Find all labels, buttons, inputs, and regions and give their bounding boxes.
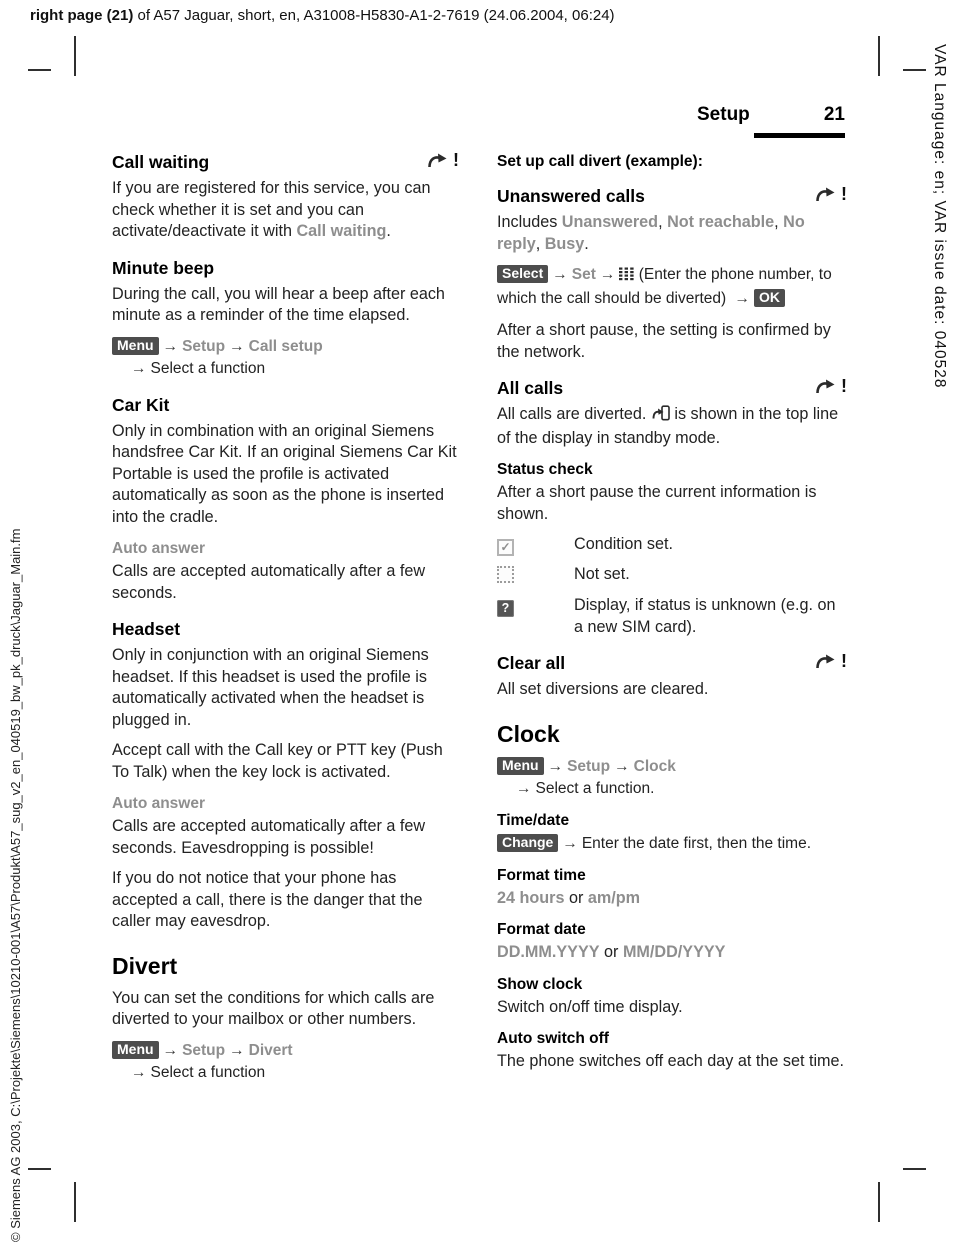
- crop-mark: [878, 36, 880, 76]
- print-header-info: of A57 Jaguar, short, en, A31008-H5830-A1-2-7619 (24.06.2004, 06:24): [133, 7, 615, 24]
- paragraph: You can set the conditions for which calls are diverted to your mailbox or other numbers.: [112, 988, 435, 1028]
- call-divert-icon: [426, 152, 459, 169]
- paragraph: If you do not notice that your phone has accepted a call, there is the danger that the caller may eavesdrop.: [112, 869, 423, 930]
- option-value: MM/DD/YYYY: [622, 943, 726, 961]
- crop-mark: [28, 69, 51, 71]
- status-label: Not set.: [574, 564, 630, 583]
- paragraph: Calls are accepted automatically after a few seconds. Eavesdropping is possible!: [112, 817, 426, 857]
- menu-path: [497, 756, 847, 800]
- crop-mark: [903, 69, 926, 71]
- menu-path-line2: [112, 1062, 459, 1084]
- paragraph: The phone switches off each day at the set time.: [497, 1052, 845, 1070]
- crop-mark: [74, 36, 76, 76]
- section-title: Call waiting: [112, 152, 210, 172]
- menu-key: Menu: [112, 1041, 159, 1059]
- option-value: am/pm: [587, 888, 641, 907]
- paragraph: [112, 178, 459, 243]
- option-line: [497, 942, 847, 964]
- text: ,: [774, 213, 784, 231]
- header-rule: [754, 133, 845, 138]
- paragraph: [497, 404, 847, 449]
- paragraph: Only in conjunction with an original Siemens headset. If this headset is used the profile is automatically activated when the headset is plugged in.: [112, 646, 429, 729]
- text: If you are registered for this service, you can check whether it is set and you can activate/deactivate it with: [112, 179, 431, 240]
- auto-switch-off-heading: Auto switch off: [497, 1030, 609, 1047]
- arrow-icon: [596, 266, 620, 283]
- bang-glyph: !: [841, 376, 847, 396]
- format-time-heading: Format time: [497, 866, 586, 884]
- print-header-page-label: right page (21): [30, 7, 134, 24]
- path-step: Setup: [567, 757, 611, 775]
- section-unanswered-calls-heading: [497, 186, 847, 206]
- arrow-icon: [225, 338, 249, 355]
- text: Includes: [497, 213, 562, 231]
- section-call-waiting-heading: [112, 152, 459, 172]
- section-clear-all-heading: [497, 653, 847, 673]
- section-title: All calls: [497, 378, 564, 398]
- section-headset-heading: [112, 619, 459, 639]
- chapter-clock-heading: Clock: [497, 720, 560, 747]
- right-margin-note: VAR Language: en; VAR issue date: 040528: [931, 44, 948, 389]
- paragraph: During the call, you will hear a beep after each minute as a reminder of the time elapsed.: [112, 284, 445, 324]
- subheading-auto-answer: Auto answer: [112, 540, 206, 557]
- section-title: Unanswered calls: [497, 186, 645, 206]
- format-date-heading: Format date: [497, 921, 586, 938]
- menu-path-line2: [497, 778, 847, 800]
- select-key: Select: [497, 265, 548, 283]
- text: is shown in the top line of the display in standby mode.: [497, 405, 839, 447]
- time-date-heading: Time/date: [497, 811, 570, 829]
- paragraph: Switch on/off time display.: [497, 997, 683, 1016]
- left-margin-copyright-note: © Siemens AG 2003, C:\Projekte\Siemens\10210-001\A57\Produkt\A57_sug_v2_en_040519_bw_pk_druck\Jaguar_Main.fm: [8, 528, 23, 1242]
- menu-key: Menu: [497, 757, 544, 775]
- divert-type: Unanswered: [561, 213, 659, 231]
- crop-mark: [903, 1168, 926, 1170]
- arrow-icon: [610, 758, 634, 775]
- text: .: [584, 234, 589, 253]
- paragraph: Only in combination with an original Siemens handsfree Car Kit. If an original Siemens Car Kit Portable is used the profile is activated automatically as soon as the phone is inserted into the cradle.: [112, 421, 457, 526]
- path-step: Clock: [633, 757, 676, 775]
- question-box-icon: ?: [497, 600, 514, 617]
- call-divert-icon: [814, 653, 847, 670]
- arrow-icon: [512, 780, 536, 797]
- page-number: 21: [823, 104, 845, 125]
- arrow-icon: [159, 338, 183, 355]
- text: ,: [658, 213, 668, 231]
- section-title: Headset: [112, 619, 181, 639]
- status-icon-cell: [497, 564, 574, 590]
- arrow-icon: [548, 266, 572, 283]
- crop-mark: [74, 1182, 76, 1222]
- divert-type: Busy: [544, 234, 585, 253]
- divert-type: Not reachable: [667, 213, 775, 231]
- enter-number-note: (Enter the phone number, to which the call should be diverted): [497, 266, 832, 307]
- checkbox-empty-icon: [497, 566, 514, 583]
- subheading-auto-answer: Auto answer: [112, 795, 206, 812]
- status-label: Condition set.: [574, 535, 673, 553]
- path-step: Set: [571, 266, 596, 283]
- paragraph: Accept call with the Call key or PTT key (Push To Talk) when the key lock is activated.: [112, 741, 443, 781]
- arrow-icon: [127, 1064, 151, 1081]
- bang-glyph: !: [841, 184, 847, 204]
- setup-divert-example-heading: Set up call divert (example):: [497, 153, 703, 170]
- ok-key: OK: [754, 289, 785, 307]
- status-check-heading: Status check: [497, 461, 593, 478]
- paragraph: [497, 212, 847, 255]
- section-title: Minute beep: [112, 257, 215, 278]
- call-divert-icon: [814, 186, 847, 203]
- divert-indicator-icon: [651, 405, 670, 428]
- text: or: [564, 888, 588, 907]
- path-step: Select a function: [150, 1063, 266, 1081]
- arrow-icon: [558, 835, 582, 852]
- arrow-icon: [544, 758, 568, 775]
- divert-type: No reply: [497, 213, 805, 253]
- section-title: Car Kit: [112, 394, 170, 415]
- option-value: DD.MM.YYYY: [497, 943, 600, 961]
- crop-mark: [878, 1182, 880, 1222]
- checkbox-checked-icon: [497, 539, 514, 556]
- status-label: Display, if status is unknown (e.g. on a new SIM card).: [574, 596, 836, 636]
- menu-path: [112, 1040, 459, 1084]
- print-header: [30, 7, 615, 24]
- right-column: [497, 150, 847, 1082]
- status-row: [497, 564, 847, 590]
- bang-glyph: !: [841, 651, 847, 671]
- section-all-calls-heading: [497, 378, 847, 398]
- status-row: [497, 595, 847, 638]
- paragraph: After a short pause, the setting is confirmed by the network.: [497, 321, 831, 361]
- left-column: [112, 150, 459, 1094]
- feature-name: Call waiting: [296, 222, 387, 240]
- arrow-icon: [225, 1042, 249, 1059]
- paragraph: Calls are accepted automatically after a few seconds.: [112, 562, 426, 602]
- instruction-text: Enter the date first, then the time.: [581, 834, 812, 852]
- arrow-icon: [159, 1042, 183, 1059]
- menu-key: Menu: [112, 337, 159, 355]
- chapter-divert-heading: Divert: [112, 952, 178, 979]
- keypad-icon: [619, 266, 634, 288]
- text: All calls are diverted.: [497, 405, 651, 423]
- option-line: [497, 888, 847, 910]
- call-divert-icon: [814, 378, 847, 395]
- path-step: Select a function.: [535, 779, 655, 797]
- text: .: [386, 222, 391, 240]
- change-key: Change: [497, 834, 558, 852]
- show-clock-heading: Show clock: [497, 975, 583, 993]
- change-sequence: [497, 833, 847, 855]
- menu-path: [112, 336, 459, 380]
- arrow-icon: [127, 360, 151, 377]
- text: or: [599, 943, 623, 961]
- bang-glyph: !: [453, 150, 459, 170]
- paragraph: After a short pause the current information is shown.: [497, 483, 817, 523]
- status-row: [497, 534, 847, 558]
- text: ,: [535, 234, 545, 253]
- select-sequence: [497, 264, 847, 310]
- path-step: Setup: [182, 337, 226, 355]
- path-step: Call setup: [248, 337, 323, 355]
- check-glyph: ✓: [500, 540, 511, 554]
- crop-mark: [28, 1168, 51, 1170]
- menu-path-line2: [112, 358, 459, 380]
- status-icon-cell: [497, 534, 574, 558]
- page-title: Setup: [697, 104, 750, 125]
- page-header: [697, 104, 845, 126]
- path-step: Divert: [248, 1041, 293, 1059]
- path-step: Select a function: [150, 359, 266, 377]
- status-icon-cell: [497, 595, 574, 619]
- section-title: Clear all: [497, 653, 566, 673]
- arrow-icon: [731, 290, 755, 307]
- section-car-kit-heading: [112, 395, 459, 415]
- path-step: Setup: [182, 1041, 226, 1059]
- paragraph: All set diversions are cleared.: [497, 680, 709, 698]
- section-minute-beep-heading: [112, 258, 459, 278]
- option-value: 24 hours: [497, 888, 565, 907]
